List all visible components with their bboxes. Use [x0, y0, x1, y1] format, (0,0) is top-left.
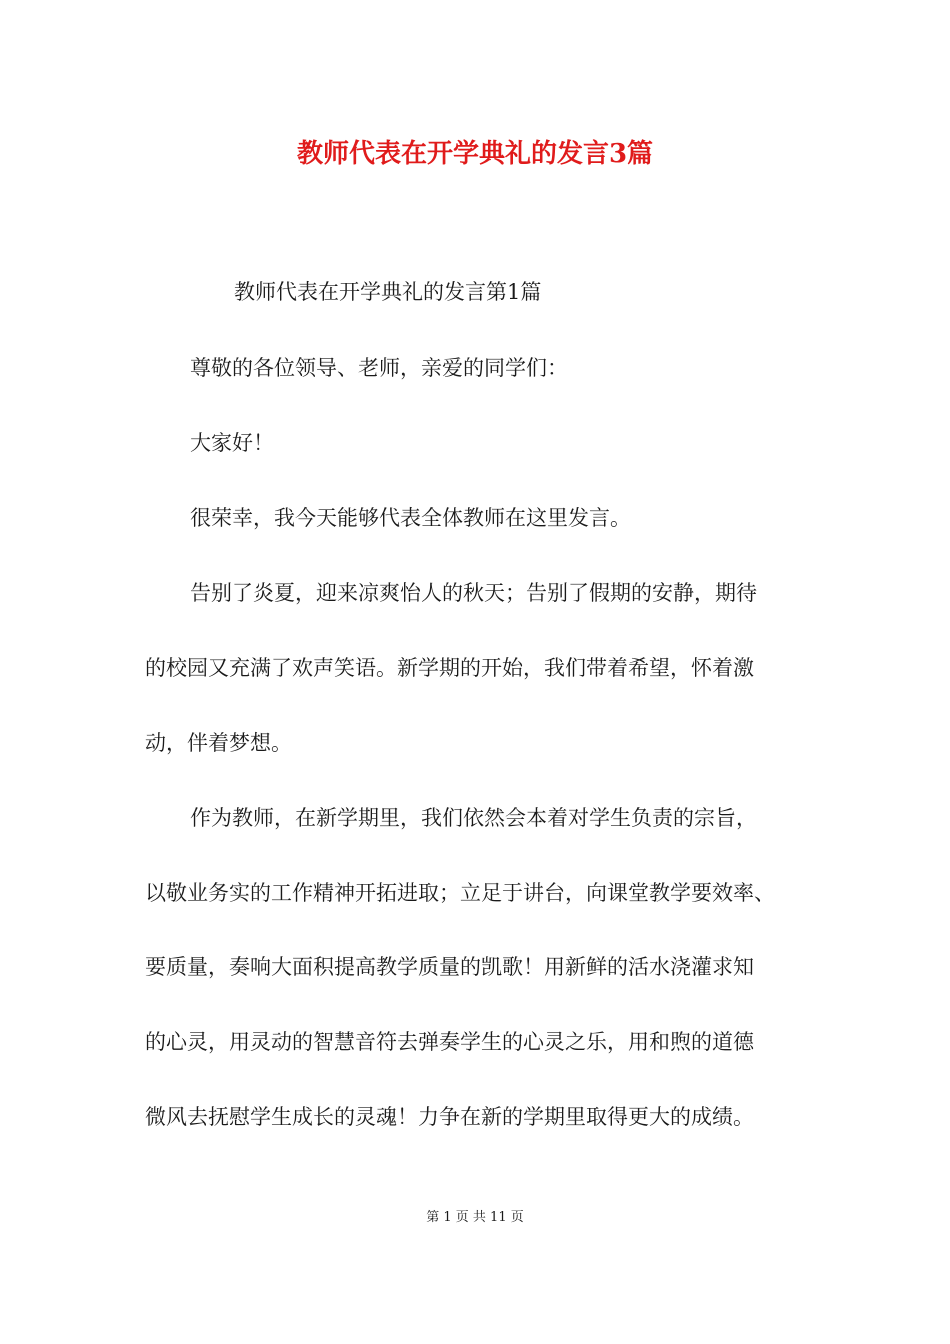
- paragraph-line: 告别了炎夏，迎来凉爽怡人的秋天；告别了假期的安静，期待: [190, 581, 757, 605]
- document-title: 教师代表在开学典礼的发言3篇: [296, 139, 654, 169]
- paragraph-line: 动，伴着梦想。: [145, 731, 292, 755]
- paragraph-line: 作为教师，在新学期里，我们依然会本着对学生负责的宗旨，: [190, 806, 757, 830]
- paragraph-line: 以敬业务实的工作精神开拓进取；立足于讲台，向课堂教学要效率、: [145, 881, 775, 905]
- hello-line: 大家好！: [190, 431, 274, 455]
- paragraph-line: 的心灵，用灵动的智慧音符去弹奏学生的心灵之乐，用和煦的道德: [145, 1030, 754, 1054]
- paragraph-line: 要质量，奏响大面积提高教学质量的凯歌！用新鲜的活水浇灌求知: [145, 955, 754, 979]
- section-heading: 教师代表在开学典礼的发言第1篇: [234, 280, 542, 304]
- paragraph-line: 很荣幸，我今天能够代表全体教师在这里发言。: [190, 506, 631, 530]
- greeting-line: 尊敬的各位领导、老师，亲爱的同学们：: [190, 356, 568, 380]
- page-footer: 第 1 页 共 11 页: [426, 1210, 524, 1225]
- paragraph-line: 微风去抚慰学生成长的灵魂！力争在新的学期里取得更大的成绩。: [145, 1105, 754, 1129]
- paragraph-line: 的校园又充满了欢声笑语。新学期的开始，我们带着希望，怀着激: [145, 656, 754, 680]
